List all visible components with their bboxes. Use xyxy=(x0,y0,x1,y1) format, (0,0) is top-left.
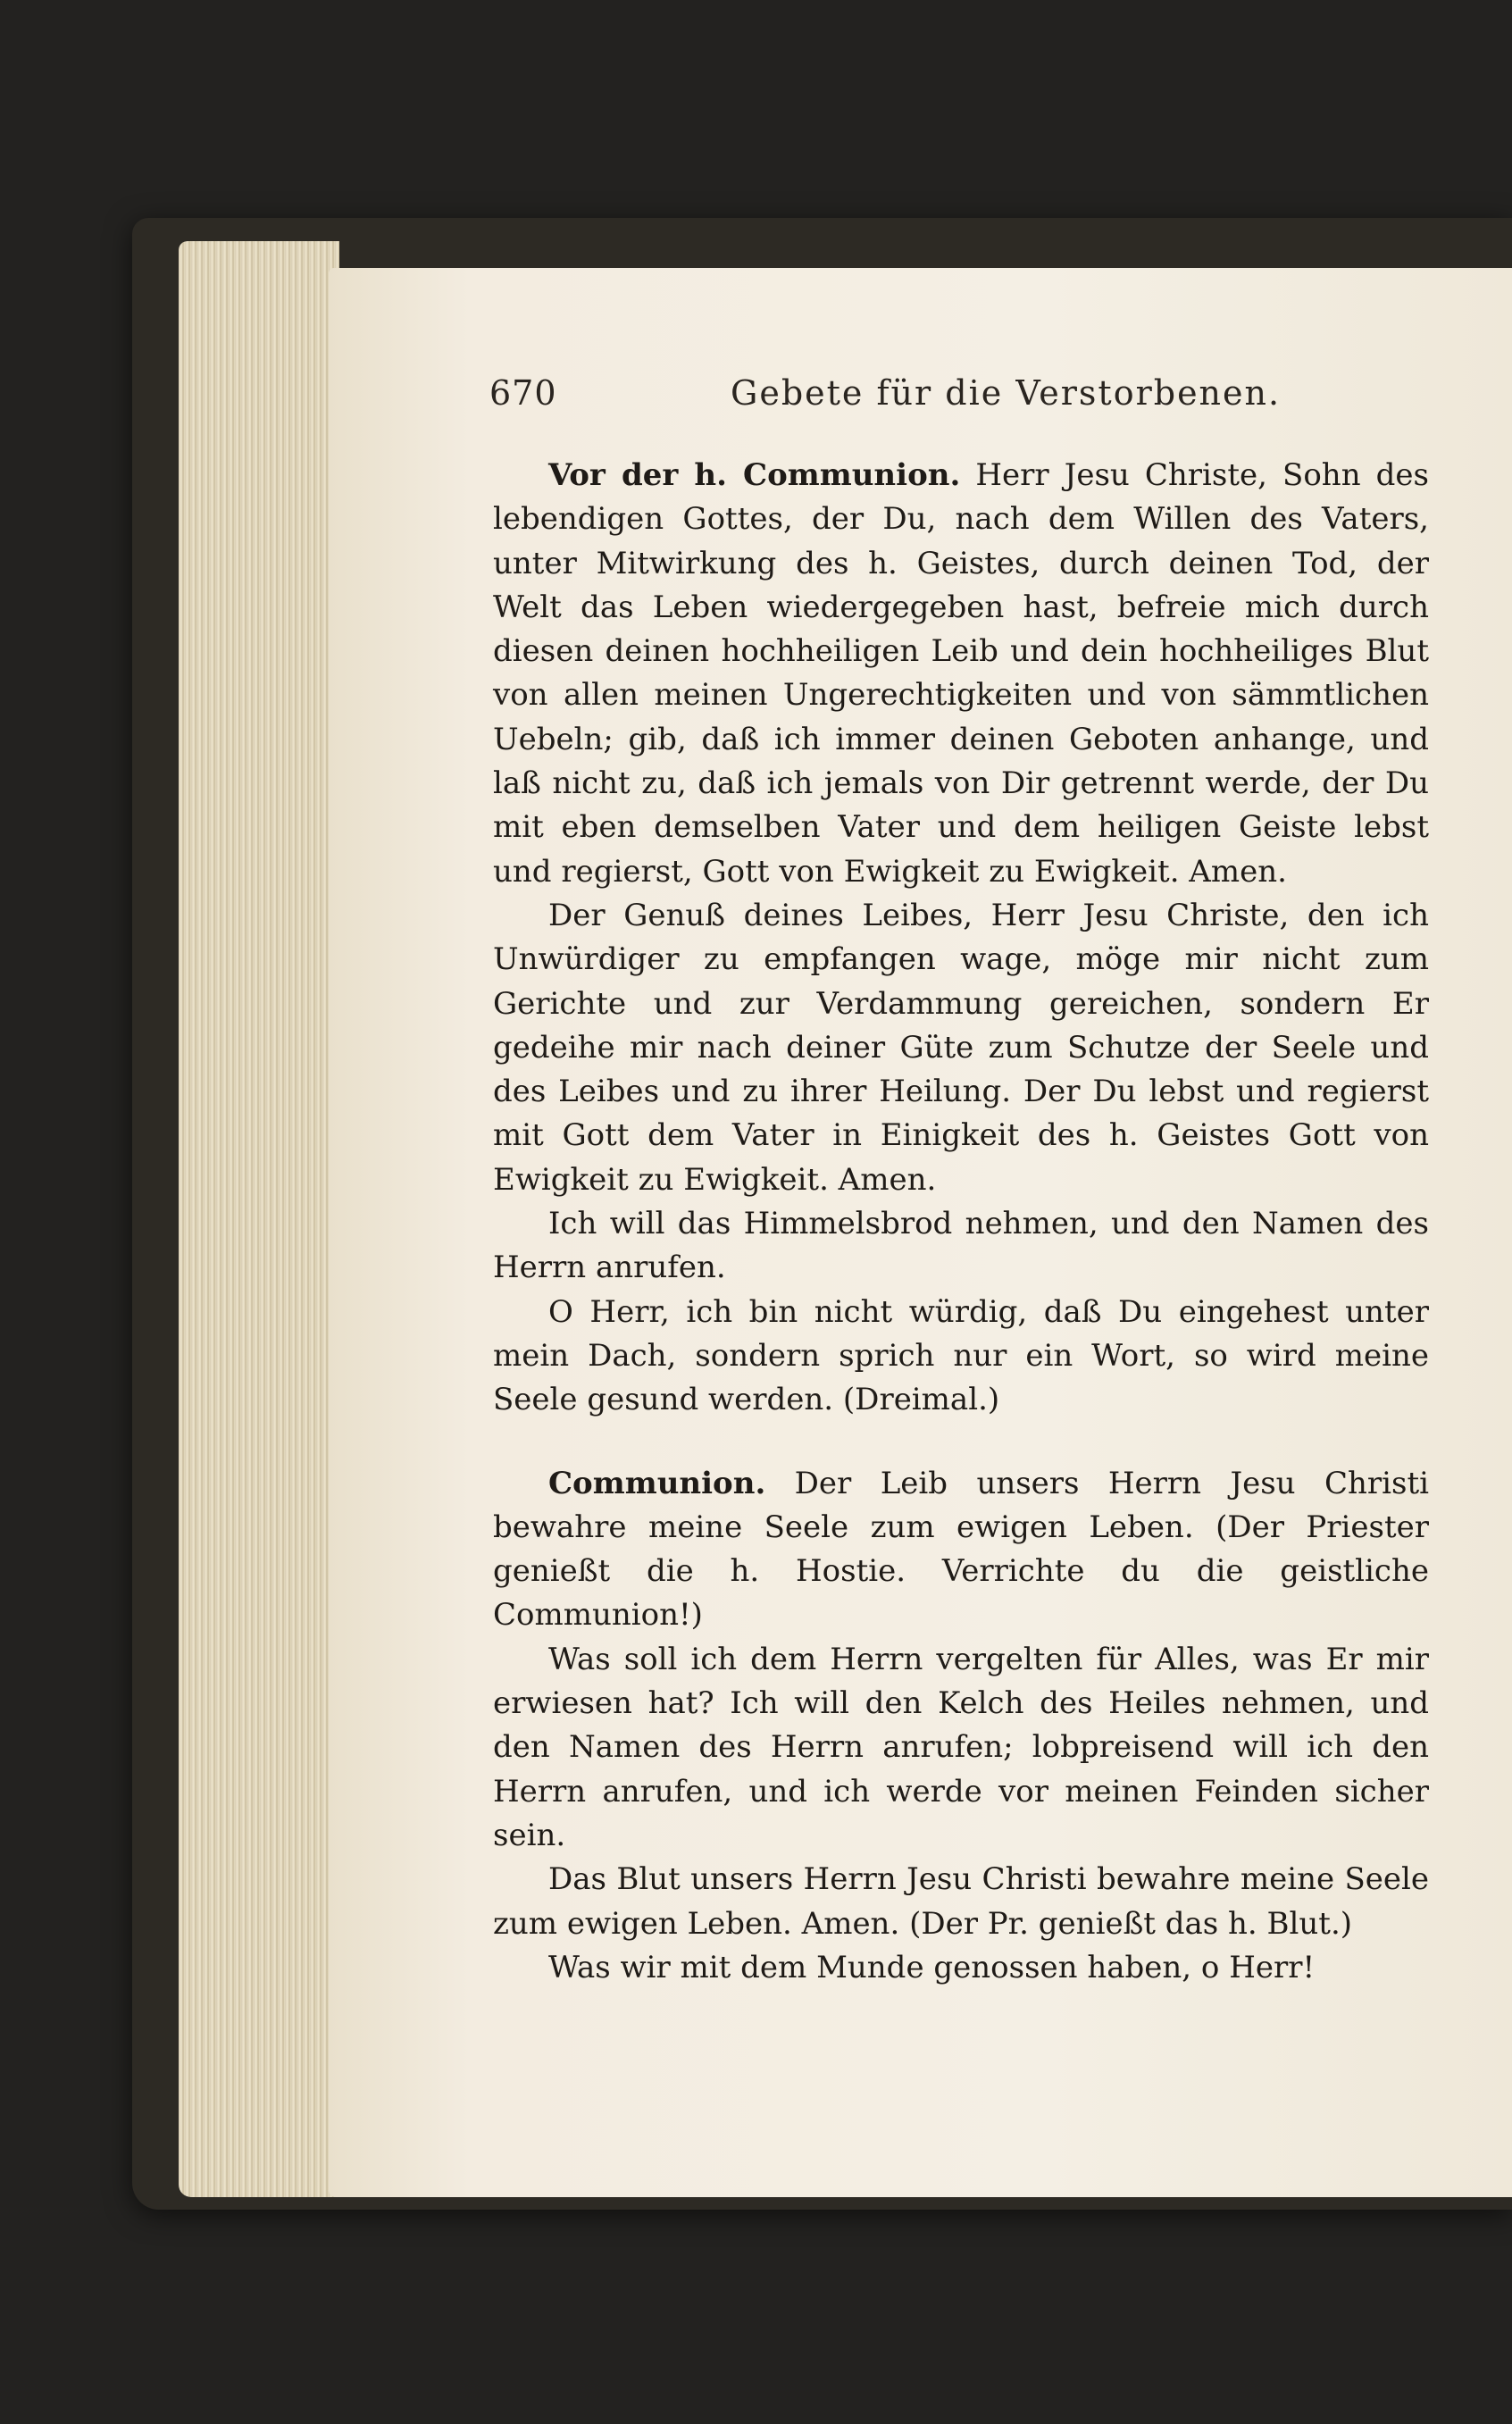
running-title: Gebete für die Verstorbenen. xyxy=(731,373,1282,413)
paragraph-text: Was soll ich dem Herrn vergelten für Alles, was Er mir erwiesen hat? Ich will den Kelch des Heiles nehmen, und den Namen des Herrn anrufen; lobpreisend will ich den Herrn anrufen, und ich werde vor meinen Feinden sicher sein. xyxy=(493,1641,1429,1853)
paragraph-blood xyxy=(493,1858,1429,1946)
paragraph-text: Ich will das Himmelsbrod nehmen, und den Namen des Herrn anrufen. xyxy=(493,1206,1429,1286)
paragraph-text: Das Blut unsers Herrn Jesu Christi bewahre meine Seele zum ewigen Leben. Amen. (Der Pr. genießt das h. Blut.) xyxy=(493,1861,1429,1942)
paragraph-not-worthy xyxy=(493,1291,1429,1423)
text-block xyxy=(493,454,1429,1990)
paragraph-text: Was wir mit dem Munde genossen haben, o Herr! xyxy=(548,1949,1316,1985)
page-edges xyxy=(179,241,339,2197)
paragraph-heavenly-bread xyxy=(493,1202,1429,1291)
paragraph-text: Herr Jesu Christe, Sohn des lebendigen Gottes, der Du, nach dem Willen des Vaters, unter Mitwirkung des h. Geistes, durch deinen Tod, der Welt das Leben wiedergegeben hast, befreie mich durch diesen deinen hochheiligen Leib und dein hochheiliges Blut von allen meinen Ungerechtigkeiten und von sämmtlichen Uebeln; gib, daß ich immer deinen Geboten anhange, und laß nicht zu, daß ich jemals von Dir getrennt werde, der Du mit eben demselben Vater und dem heiligen Geiste lebst und regierst, Gott von Ewigkeit zu Ewigkeit. Amen. xyxy=(493,457,1430,890)
paragraph-text: O Herr, ich bin nicht würdig, daß Du eingehest unter mein Dach, sondern sprich nur ein Wort, so wird meine Seele gesund werden. (Dreimal.) xyxy=(493,1293,1429,1418)
section-heading-communion: Communion. xyxy=(548,1465,766,1501)
paragraph-text: Der Genuß deines Leibes, Herr Jesu Christe, den ich Unwürdiger zu empfangen wage, möge mir nicht zum Gerichte und zur Verdammung gereichen, sondern Er gedeihe mir nach deiner Güte zum Schutze der Seele und des Leibes und zu ihrer Heilung. Der Du lebst und regierst mit Gott dem Vater in Einigkeit des h. Geistes Gott von Ewigkeit zu Ewigkeit. Amen. xyxy=(493,897,1429,1198)
page-number: 670 xyxy=(489,373,557,413)
paragraph-communion xyxy=(493,1462,1429,1638)
paragraph-before-communion xyxy=(493,454,1429,894)
paragraph-enjoyment xyxy=(493,894,1429,1202)
paragraph-what-we-have-taken xyxy=(493,1946,1429,1990)
page-header xyxy=(489,373,1418,427)
paragraph-text: Der Leib unsers Herrn Jesu Christi bewahre meine Seele zum ewigen Leben. (Der Priester genießt die h. Hostie. Verrichte du die geistliche Communion!) xyxy=(493,1465,1429,1634)
paragraph-what-shall-i-render xyxy=(493,1638,1429,1858)
section-heading-before-communion: Vor der h. Communion. xyxy=(548,457,961,493)
